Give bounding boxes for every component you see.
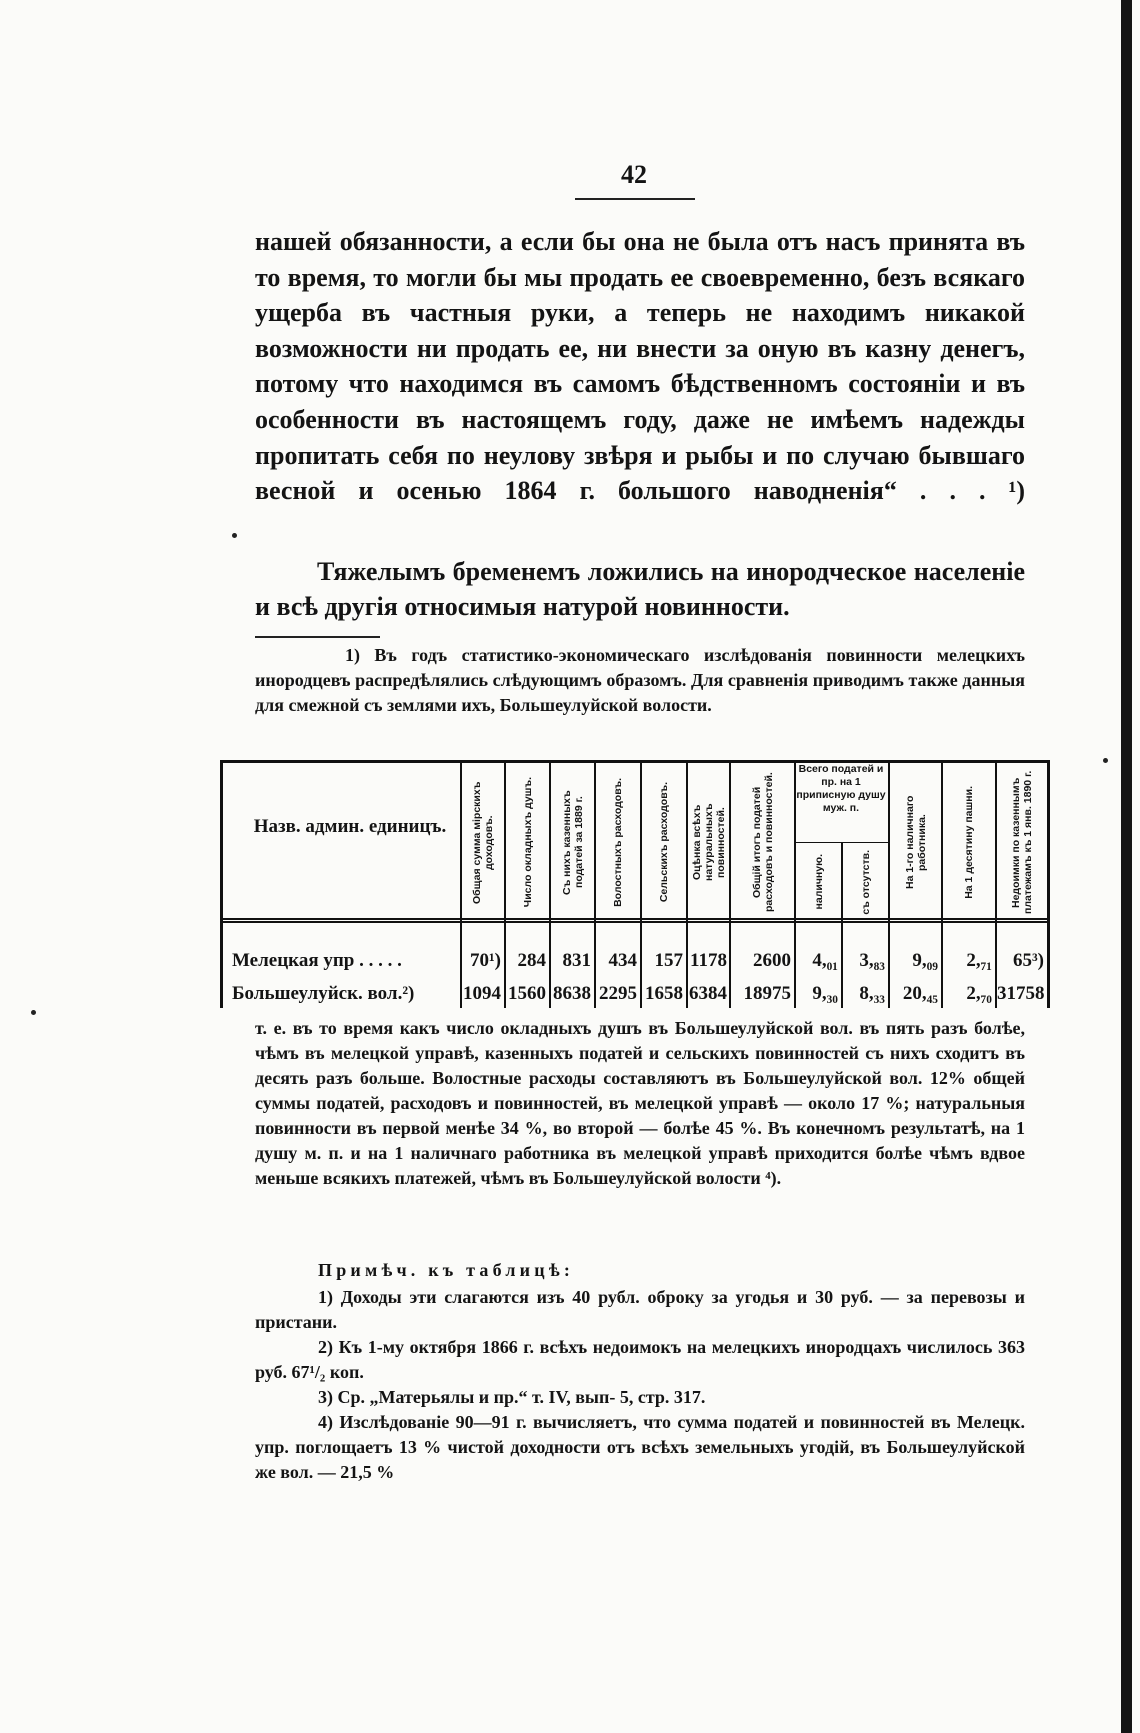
table-cell: 8,₃₃	[859, 983, 885, 1004]
note-text: 2) Къ 1-му октября 1866 г. всѣхъ недоимокъ на мелецкихъ инородцахъ числилось 363 руб. 67¹/₂ коп.	[255, 1337, 1025, 1382]
group-header: Всего податей и пр. на 1 приписную душу муж. п.	[796, 763, 886, 814]
column-header: На 1 десятину пашни.	[963, 785, 975, 899]
page-edge-shadow	[1121, 0, 1132, 1733]
name-column-header: Назв. админ. единицъ.	[253, 816, 447, 837]
table-cell: 70¹)	[469, 950, 501, 971]
table-cell: 157	[654, 950, 683, 971]
row-name: Мелецкая упр . . . . .	[232, 950, 402, 971]
margin-mark	[232, 533, 237, 538]
table-cell: 1178	[690, 950, 727, 971]
column-header: Число окладныхъ душъ.	[521, 776, 534, 908]
note-item	[255, 1385, 1025, 1410]
footnote-rule	[255, 636, 380, 638]
table-cell: 6384	[689, 983, 727, 1004]
page-number-rule	[575, 198, 695, 200]
table-cell: 2600	[753, 950, 791, 971]
table-cell: 2,₇₀	[966, 983, 992, 1004]
table-cell: 1094	[463, 983, 501, 1004]
note-text: 3) Ср. „Матерьялы и пр.“ т. IV, вып- 5, стр. 317.	[318, 1387, 706, 1407]
table-cell: 9,₃₀	[812, 983, 838, 1004]
column-header: Сельскихъ расходовъ.	[658, 781, 670, 903]
column-header: Съ нихъ казенныхъ податей за 1889 г.	[560, 789, 585, 895]
group-subheader: съ отсутств.	[859, 849, 872, 915]
table-cell: 2,₇₁	[966, 950, 992, 971]
table-cell: 1560	[508, 983, 546, 1004]
table-cell: 8638	[553, 983, 591, 1004]
after-table-text: т. е. въ то время какъ число окладныхъ душъ въ Большеулуйской вол. въ пять разъ болѣе, чѣмъ въ мелецкой управѣ, казенныхъ податей и сельскихъ повинностей съ нихъ сходитъ въ десять разъ больше. Волостные расходы составляютъ въ Большеулуйской вол. 12% общей суммы податей, расходовъ и повинностей, въ мелецкой управѣ — около 17 %; натуральныя повинности въ первой менѣе 34 %, во второй — болѣе 45 %. Въ конечномъ результатѣ, на 1 душу м. п. и на 1 наличнаго работника въ мелецкой управѣ приходится болѣе чѣмъ вдвое меньше всякихъ платежей, чѣмъ въ Большеулуйской волости ⁴).	[255, 1018, 1025, 1188]
statistics-table	[220, 760, 1050, 1008]
table-header-separator	[223, 918, 1047, 923]
second-paragraph-text: Тяжелымъ бременемъ ложились на инородческое населеніе и всѣ другія относимыя натурой новинности.	[255, 557, 1025, 621]
note-text: 1) Доходы эти слагаются изъ 40 рубл. оброку за угодья и 30 руб. — за перевозы и пристани.	[255, 1287, 1025, 1332]
notes-title: Примѣч. къ таблицѣ:	[318, 1260, 575, 1280]
table-cell: 284	[517, 950, 546, 971]
table-cell: 2295	[599, 983, 637, 1004]
note-text: 4) Изслѣдованіе 90—91 г. вычисляетъ, что сумма податей и повинностей въ Мелецк. упр. поглощаетъ 13 % чистой доходности отъ всѣхъ земельныхъ угодій, въ Большеулуйской же вол. — 21,5 %	[255, 1412, 1025, 1482]
table-cell: 31758	[997, 983, 1045, 1004]
column-header: Недоимки по казеннымъ платежамъ къ 1 янв. 1890 г.	[1010, 770, 1034, 914]
column-header: Общая сумма мірскихъ доходовъ.	[471, 780, 495, 904]
table-cell: 18975	[743, 983, 791, 1004]
column-header: Общій итогъ податей расходовъ и повинностей.	[750, 772, 775, 912]
margin-mark	[1103, 758, 1108, 763]
column-header: На 1-го наличнаго работника.	[903, 795, 928, 889]
table-cell: 434	[608, 950, 637, 971]
table-notes	[255, 1285, 1025, 1485]
group-subheader: наличную.	[812, 854, 825, 910]
note-item	[255, 1285, 1025, 1335]
table-cell: 65³)	[1012, 950, 1044, 971]
column-header: Оцѣнка всѣхъ натуральныхъ повинностей.	[690, 803, 727, 881]
page-number: 42	[621, 160, 647, 189]
column-header: Волостныхъ расходовъ.	[612, 777, 624, 907]
row-name: Большеулуйск. вол.²)	[232, 983, 415, 1004]
main-paragraph: нашей обязанности, а если бы она не была отъ насъ принята въ то время, то могли бы мы продать ее своевременно, безъ всякаго ущерба въ частныя руки, а теперь не находимъ никакой возможности ни продать ее, ни внести за оную въ казну денегъ, потому что находимся въ самомъ бѣдственномъ состояніи и въ особенности въ настоящемъ году, даже не имѣемъ надежды пропитать себя по неулову звѣря и рыбы и по случаю бывшаго весной и осенью 1864 г. большого наводненія“ . . . ¹)	[255, 227, 1025, 506]
footnote-1-text: 1) Въ годъ статистико-экономическаго изслѣдованія повинности мелецкихъ инородцевъ распредѣлялись слѣдующимъ образомъ. Для сравненія приводимъ также данныя для смежной съ землями ихъ, Большеулуйской волости.	[255, 645, 1025, 715]
table-cell: 20,₄₅	[902, 983, 938, 1004]
table-cell: 4,₀₁	[812, 950, 838, 971]
table-cell: 3,₈₃	[859, 950, 885, 971]
table-cell: 831	[562, 950, 591, 971]
table-cell: 9,₀₉	[912, 950, 938, 971]
table-cell: 1658	[645, 983, 683, 1004]
footnote-1	[255, 643, 1025, 718]
note-item	[255, 1335, 1025, 1385]
margin-mark	[31, 1010, 36, 1015]
note-item	[255, 1410, 1025, 1485]
second-paragraph	[255, 554, 1025, 624]
